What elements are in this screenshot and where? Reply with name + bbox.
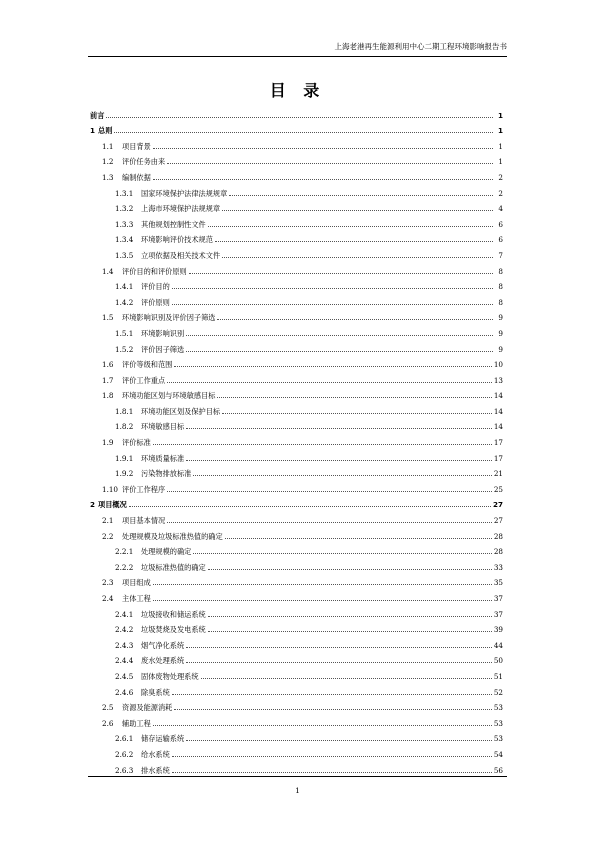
toc-entry-number: 2.6.1 — [115, 734, 134, 744]
toc-entry-title — [115, 688, 170, 697]
toc-leader-dots — [186, 334, 493, 336]
toc-entry[interactable] — [90, 385, 503, 401]
toc-entry-number: 2.6.2 — [115, 749, 134, 759]
toc-entry-page: 17 — [493, 438, 503, 448]
toc-entry-text: 垃圾标准热值的确定 — [141, 562, 206, 572]
toc-entry-title — [102, 360, 172, 369]
toc-entry-title — [115, 766, 170, 775]
toc-entry[interactable] — [90, 307, 503, 323]
toc-leader-dots — [186, 646, 492, 648]
toc-entry-title — [90, 126, 112, 135]
toc-entry[interactable] — [90, 416, 503, 432]
toc-leader-dots — [186, 459, 492, 461]
page-footer — [88, 776, 507, 795]
toc-entry-page: 10 — [493, 360, 503, 370]
toc-leader-dots — [174, 365, 492, 367]
toc-entry-title — [102, 719, 151, 728]
toc-leader-dots — [208, 568, 492, 570]
toc-entry[interactable] — [90, 712, 503, 728]
toc-leader-dots — [222, 209, 493, 211]
toc-entry-number: 2.5 — [102, 703, 114, 713]
toc-entry-title — [102, 313, 215, 322]
toc-entry-text: 评价原则 — [141, 297, 170, 307]
toc-entry[interactable] — [90, 120, 503, 136]
toc-entry-text: 垃圾焚烧及发电系统 — [141, 625, 206, 635]
toc-leader-dots — [208, 615, 492, 617]
toc-entry[interactable] — [90, 478, 503, 494]
toc-entry[interactable] — [90, 431, 503, 447]
toc-entry[interactable] — [90, 494, 503, 510]
toc-entry-text: 环境功能区划及保护目标 — [141, 406, 221, 416]
toc-entry-text: 评价工作重点 — [122, 375, 166, 385]
toc-leader-dots — [222, 412, 492, 414]
toc-entry-page: 14 — [493, 391, 503, 401]
toc-entry-page: 53 — [493, 703, 503, 713]
header-title: 上海老港再生能源利用中心二期工程环境影响报告书 — [334, 42, 507, 51]
toc-entry[interactable] — [90, 650, 503, 666]
toc-entry-text: 资源及能源消耗 — [122, 703, 173, 713]
toc-entry-text: 评价因子筛选 — [141, 344, 185, 354]
toc-entry[interactable] — [90, 759, 503, 775]
toc-entry-page: 25 — [493, 484, 503, 494]
toc-entry-title — [115, 750, 170, 759]
toc-entry-title — [102, 267, 187, 276]
toc-entry-number: 1 — [90, 126, 96, 136]
toc-entry[interactable] — [90, 104, 503, 120]
toc-entry-number: 1.9.1 — [115, 453, 134, 463]
toc-entry-number: 2.2 — [102, 531, 114, 541]
toc-entry-page: 1 — [497, 126, 503, 136]
toc-entry-page: 13 — [493, 375, 503, 385]
toc-entry-title — [102, 516, 165, 525]
toc-leader-dots — [193, 552, 492, 554]
toc-entry-text: 烟气净化系统 — [141, 640, 185, 650]
toc-leader-dots — [225, 537, 492, 539]
toc-entry[interactable] — [90, 354, 503, 370]
toc-entry-text: 污染物排放标准 — [141, 469, 192, 479]
toc-leader-dots — [153, 724, 492, 726]
toc-leader-dots — [208, 630, 492, 632]
toc-entry-number: 2.2.2 — [115, 562, 134, 572]
toc-leader-dots — [201, 677, 492, 679]
toc-entry-number: 1.3.1 — [115, 188, 134, 198]
toc-entry[interactable] — [90, 229, 503, 245]
toc-entry-number: 2.4.2 — [115, 625, 134, 635]
toc-entry-number: 2.4.6 — [115, 687, 134, 697]
toc-entry-page: 6 — [498, 235, 503, 245]
toc-leader-dots — [172, 287, 493, 289]
toc-entry-title — [102, 173, 151, 182]
toc-entry[interactable] — [90, 369, 503, 385]
toc-entry[interactable] — [90, 572, 503, 588]
toc-entry-number: 1.5 — [102, 313, 114, 323]
toc-entry-title — [90, 500, 127, 509]
toc-entry-title — [102, 142, 151, 151]
toc-entry[interactable] — [90, 213, 503, 229]
toc-leader-dots — [172, 755, 492, 757]
toc-entry-number: 1.1 — [102, 141, 114, 151]
toc-entry-title — [115, 672, 199, 681]
toc-leader-dots — [208, 225, 493, 227]
toc-entry[interactable] — [90, 634, 503, 650]
toc-entry-number: 1.9.2 — [115, 469, 134, 479]
toc-entry-text: 给水系统 — [141, 749, 170, 759]
toc-entry-text: 主体工程 — [122, 594, 151, 603]
toc-entry-title — [102, 578, 151, 587]
toc-entry-text: 国家环境保护法律法规规章 — [141, 188, 228, 198]
toc-entry-title — [115, 329, 184, 338]
toc-entry-number: 2.3 — [102, 578, 114, 588]
toc-entry-title — [115, 235, 213, 244]
toc-leader-dots — [172, 693, 492, 695]
toc-entry[interactable] — [90, 182, 503, 198]
toc-entry-number: 1.8 — [102, 391, 114, 401]
toc-entry-text: 评价标准 — [122, 438, 151, 448]
toc-entry-text: 环境质量标准 — [141, 453, 185, 463]
toc-entry-text: 环境功能区划与环境敏感目标 — [122, 391, 216, 401]
toc-entry-number: 1.7 — [102, 375, 114, 385]
table-of-contents — [90, 104, 503, 775]
toc-entry-page: 9 — [498, 344, 503, 354]
toc-entry[interactable] — [90, 151, 503, 167]
toc-entry[interactable] — [90, 198, 503, 214]
toc-leader-dots — [174, 708, 492, 710]
page-number: 1 — [295, 786, 300, 795]
toc-entry[interactable] — [90, 603, 503, 619]
toc-entry-text: 项目背景 — [122, 141, 151, 151]
toc-entry-text: 评价工作程序 — [122, 484, 166, 494]
toc-leader-dots — [153, 178, 493, 180]
toc-leader-dots — [189, 272, 493, 274]
toc-entry-page: 28 — [493, 531, 503, 541]
toc-entry-page: 37 — [493, 609, 503, 619]
toc-entry-number: 2.6.3 — [115, 765, 134, 775]
toc-leader-dots — [222, 256, 493, 258]
toc-leader-dots — [167, 521, 492, 523]
toc-entry-page: 9 — [498, 328, 503, 338]
toc-entry-page: 1 — [498, 141, 503, 151]
toc-entry[interactable] — [90, 291, 503, 307]
toc-entry-page: 8 — [498, 282, 503, 292]
toc-leader-dots — [215, 240, 493, 242]
toc-entry-page: 17 — [493, 453, 503, 463]
toc-entry-text: 前言 — [90, 110, 105, 120]
toc-leader-dots — [153, 443, 492, 445]
toc-leader-dots — [217, 318, 493, 320]
toc-leader-dots — [167, 162, 493, 164]
toc-entry-text: 项目组成 — [122, 578, 151, 588]
toc-entry-title — [115, 189, 227, 198]
toc-entry-page: 14 — [493, 406, 503, 416]
toc-entry[interactable] — [90, 743, 503, 759]
toc-entry-title — [102, 391, 215, 400]
toc-entry-number: 1.3.4 — [115, 235, 134, 245]
toc-leader-dots — [193, 474, 492, 476]
toc-leader-dots — [114, 131, 493, 133]
toc-entry-title — [115, 282, 170, 291]
toc-entry[interactable] — [90, 556, 503, 572]
toc-leader-dots — [229, 194, 493, 196]
toc-leader-dots — [186, 427, 492, 429]
toc-entry-page: 1 — [498, 157, 503, 167]
toc-entry[interactable] — [90, 665, 503, 681]
toc-entry-text: 项目基本情况 — [122, 516, 166, 526]
toc-entry-title — [102, 438, 151, 447]
toc-entry[interactable] — [90, 322, 503, 338]
toc-entry[interactable] — [90, 447, 503, 463]
toc-entry-text: 编制依据 — [122, 172, 151, 182]
toc-entry-number: 2.4.3 — [115, 640, 134, 650]
toc-entry-title — [115, 298, 170, 307]
toc-entry-number: 1.10 — [102, 484, 119, 494]
toc-entry-page: 51 — [493, 671, 503, 681]
toc-entry-page: 52 — [493, 687, 503, 697]
toc-entry-page: 28 — [493, 547, 503, 557]
toc-entry-title — [115, 407, 220, 416]
toc-entry-text: 评价目的 — [141, 282, 170, 292]
toc-entry-title — [115, 734, 184, 743]
toc-entry-text: 辅助工程 — [122, 718, 151, 728]
toc-entry-text: 除臭系统 — [141, 687, 170, 697]
toc-entry-text: 储存运输系统 — [141, 734, 185, 744]
toc-entry-page: 37 — [493, 594, 503, 603]
toc-entry[interactable] — [90, 244, 503, 260]
toc-entry-number: 1.5.1 — [115, 328, 134, 338]
toc-entry-text: 总则 — [98, 126, 113, 136]
toc-entry[interactable] — [90, 166, 503, 182]
toc-entry-title — [115, 251, 220, 260]
toc-entry-title — [115, 422, 184, 431]
toc-entry-page: 27 — [492, 500, 503, 510]
toc-entry-page: 53 — [493, 734, 503, 744]
toc-leader-dots — [129, 505, 491, 507]
toc-leader-dots — [106, 116, 493, 118]
toc-entry-number: 1.4 — [102, 266, 114, 276]
toc-entry-page: 33 — [493, 562, 503, 572]
toc-entry[interactable] — [90, 681, 503, 697]
toc-entry-number: 1.2 — [102, 157, 114, 167]
toc-leader-dots — [153, 583, 492, 585]
toc-entry[interactable] — [90, 400, 503, 416]
toc-entry-page: 27 — [493, 516, 503, 526]
toc-entry-page: 35 — [493, 578, 503, 588]
toc-entry-title — [102, 532, 223, 541]
toc-entry-number: 2.6 — [102, 718, 114, 728]
toc-entry-number: 2.1 — [102, 516, 114, 526]
toc-entry-page: 8 — [498, 297, 503, 307]
toc-entry-text: 排水系统 — [141, 765, 170, 775]
toc-entry-text: 废水处理系统 — [141, 656, 185, 666]
toc-entry-text: 固体废物处理系统 — [141, 671, 199, 681]
toc-entry-text: 环境影响识别及评价因子筛选 — [122, 313, 216, 323]
toc-entry-title — [115, 469, 191, 478]
toc-entry-text: 项目概况 — [98, 500, 127, 510]
toc-entry-page: 53 — [493, 718, 503, 728]
toc-entry-title — [102, 703, 172, 712]
toc-entry-page: 7 — [498, 250, 503, 260]
toc-entry-title — [115, 204, 220, 213]
toc-entry-text: 处理规模及垃圾标准热值的确定 — [122, 531, 223, 541]
toc-entry-page: 9 — [498, 313, 503, 323]
toc-entry-number: 1.3 — [102, 172, 114, 182]
toc-entry-page: 54 — [493, 749, 503, 759]
toc-entry-number: 1.4.2 — [115, 297, 134, 307]
toc-entry[interactable] — [90, 728, 503, 744]
toc-leader-dots — [167, 381, 492, 383]
toc-leader-dots — [153, 599, 492, 601]
toc-entry[interactable] — [90, 135, 503, 151]
toc-entry-title — [115, 454, 184, 463]
toc-entry[interactable] — [90, 525, 503, 541]
toc-entry-page: 2 — [498, 188, 503, 198]
toc-entry-text: 垃圾接收和储运系统 — [141, 609, 206, 619]
toc-entry-text: 评价任务由来 — [122, 157, 166, 167]
toc-entry-title — [115, 656, 184, 665]
toc-leader-dots — [186, 350, 493, 352]
toc-entry-number: 1.5.2 — [115, 344, 134, 354]
toc-entry[interactable] — [90, 509, 503, 525]
toc-leader-dots — [172, 771, 492, 773]
toc-entry-title — [115, 345, 184, 354]
toc-entry-title — [115, 220, 206, 229]
toc-leader-dots — [153, 147, 493, 149]
toc-entry-number: 1.9 — [102, 438, 114, 448]
toc-entry-number: 1.3.5 — [115, 250, 134, 260]
toc-entry-title — [115, 610, 206, 619]
toc-entry-text: 环境敏感目标 — [141, 422, 185, 432]
toc-entry-number: 2.4 — [102, 594, 114, 603]
toc-entry-title — [102, 485, 165, 494]
toc-entry[interactable] — [90, 697, 503, 713]
toc-leader-dots — [186, 661, 492, 663]
toc-leader-dots — [217, 396, 491, 398]
toc-entry-title — [102, 376, 165, 385]
toc-entry-text: 环境影响评价技术规范 — [141, 235, 213, 245]
toc-entry-page: 39 — [493, 625, 503, 635]
toc-entry[interactable] — [90, 463, 503, 479]
toc-entry-number: 2.2.1 — [115, 547, 134, 557]
running-header — [88, 40, 507, 57]
toc-entry-number: 1.3.3 — [115, 219, 134, 229]
toc-entry-number: 1.4.1 — [115, 282, 134, 292]
toc-entry-page: 2 — [498, 172, 503, 182]
toc-entry-text: 处理规模的确定 — [141, 547, 192, 557]
toc-entry[interactable] — [90, 260, 503, 276]
toc-entry-page: 50 — [493, 656, 503, 666]
toc-entry-page: 6 — [498, 219, 503, 229]
toc-entry-title — [115, 641, 184, 650]
toc-entry[interactable] — [90, 619, 503, 635]
toc-entry-number: 1.6 — [102, 360, 114, 370]
toc-entry-text: 上海市环境保护法规规章 — [141, 204, 221, 214]
toc-entry-page: 8 — [498, 266, 503, 276]
toc-entry-number: 1.3.2 — [115, 204, 134, 214]
toc-entry-title — [115, 547, 191, 556]
toc-entry[interactable] — [90, 541, 503, 557]
page-title: 目 录 — [269, 81, 326, 100]
toc-entry-number: 1.8.2 — [115, 422, 134, 432]
toc-entry-page: 56 — [493, 765, 503, 775]
toc-entry-page: 1 — [497, 110, 503, 120]
toc-entry[interactable] — [90, 338, 503, 354]
toc-entry-title — [115, 563, 206, 572]
toc-leader-dots — [172, 303, 493, 305]
toc-entry-text: 评价等级和范围 — [122, 360, 173, 370]
toc-leader-dots — [167, 490, 492, 492]
toc-entry-text: 其他规划控制性文件 — [141, 219, 206, 229]
toc-entry-title — [102, 594, 151, 603]
toc-entry-title — [102, 157, 165, 166]
toc-leader-dots — [186, 739, 492, 741]
toc-entry-text: 评价目的和评价原则 — [122, 266, 187, 276]
toc-entry-page: 21 — [493, 469, 503, 479]
toc-entry-number: 2.4.5 — [115, 671, 134, 681]
toc-entry[interactable] — [90, 276, 503, 292]
toc-entry-number: 2 — [90, 500, 96, 510]
toc-entry-number: 2.4.4 — [115, 656, 134, 666]
toc-entry[interactable] — [90, 587, 503, 603]
toc-entry-page: 4 — [498, 204, 503, 214]
toc-entry-number: 1.8.1 — [115, 406, 134, 416]
toc-entry-title — [115, 625, 206, 634]
toc-entry-text: 立项依据及相关技术文件 — [141, 250, 221, 260]
toc-entry-text: 环境影响识别 — [141, 328, 185, 338]
toc-entry-page: 14 — [493, 422, 503, 432]
toc-entry-title — [90, 111, 104, 120]
toc-entry-page: 44 — [493, 640, 503, 650]
toc-entry-number: 2.4.1 — [115, 609, 134, 619]
